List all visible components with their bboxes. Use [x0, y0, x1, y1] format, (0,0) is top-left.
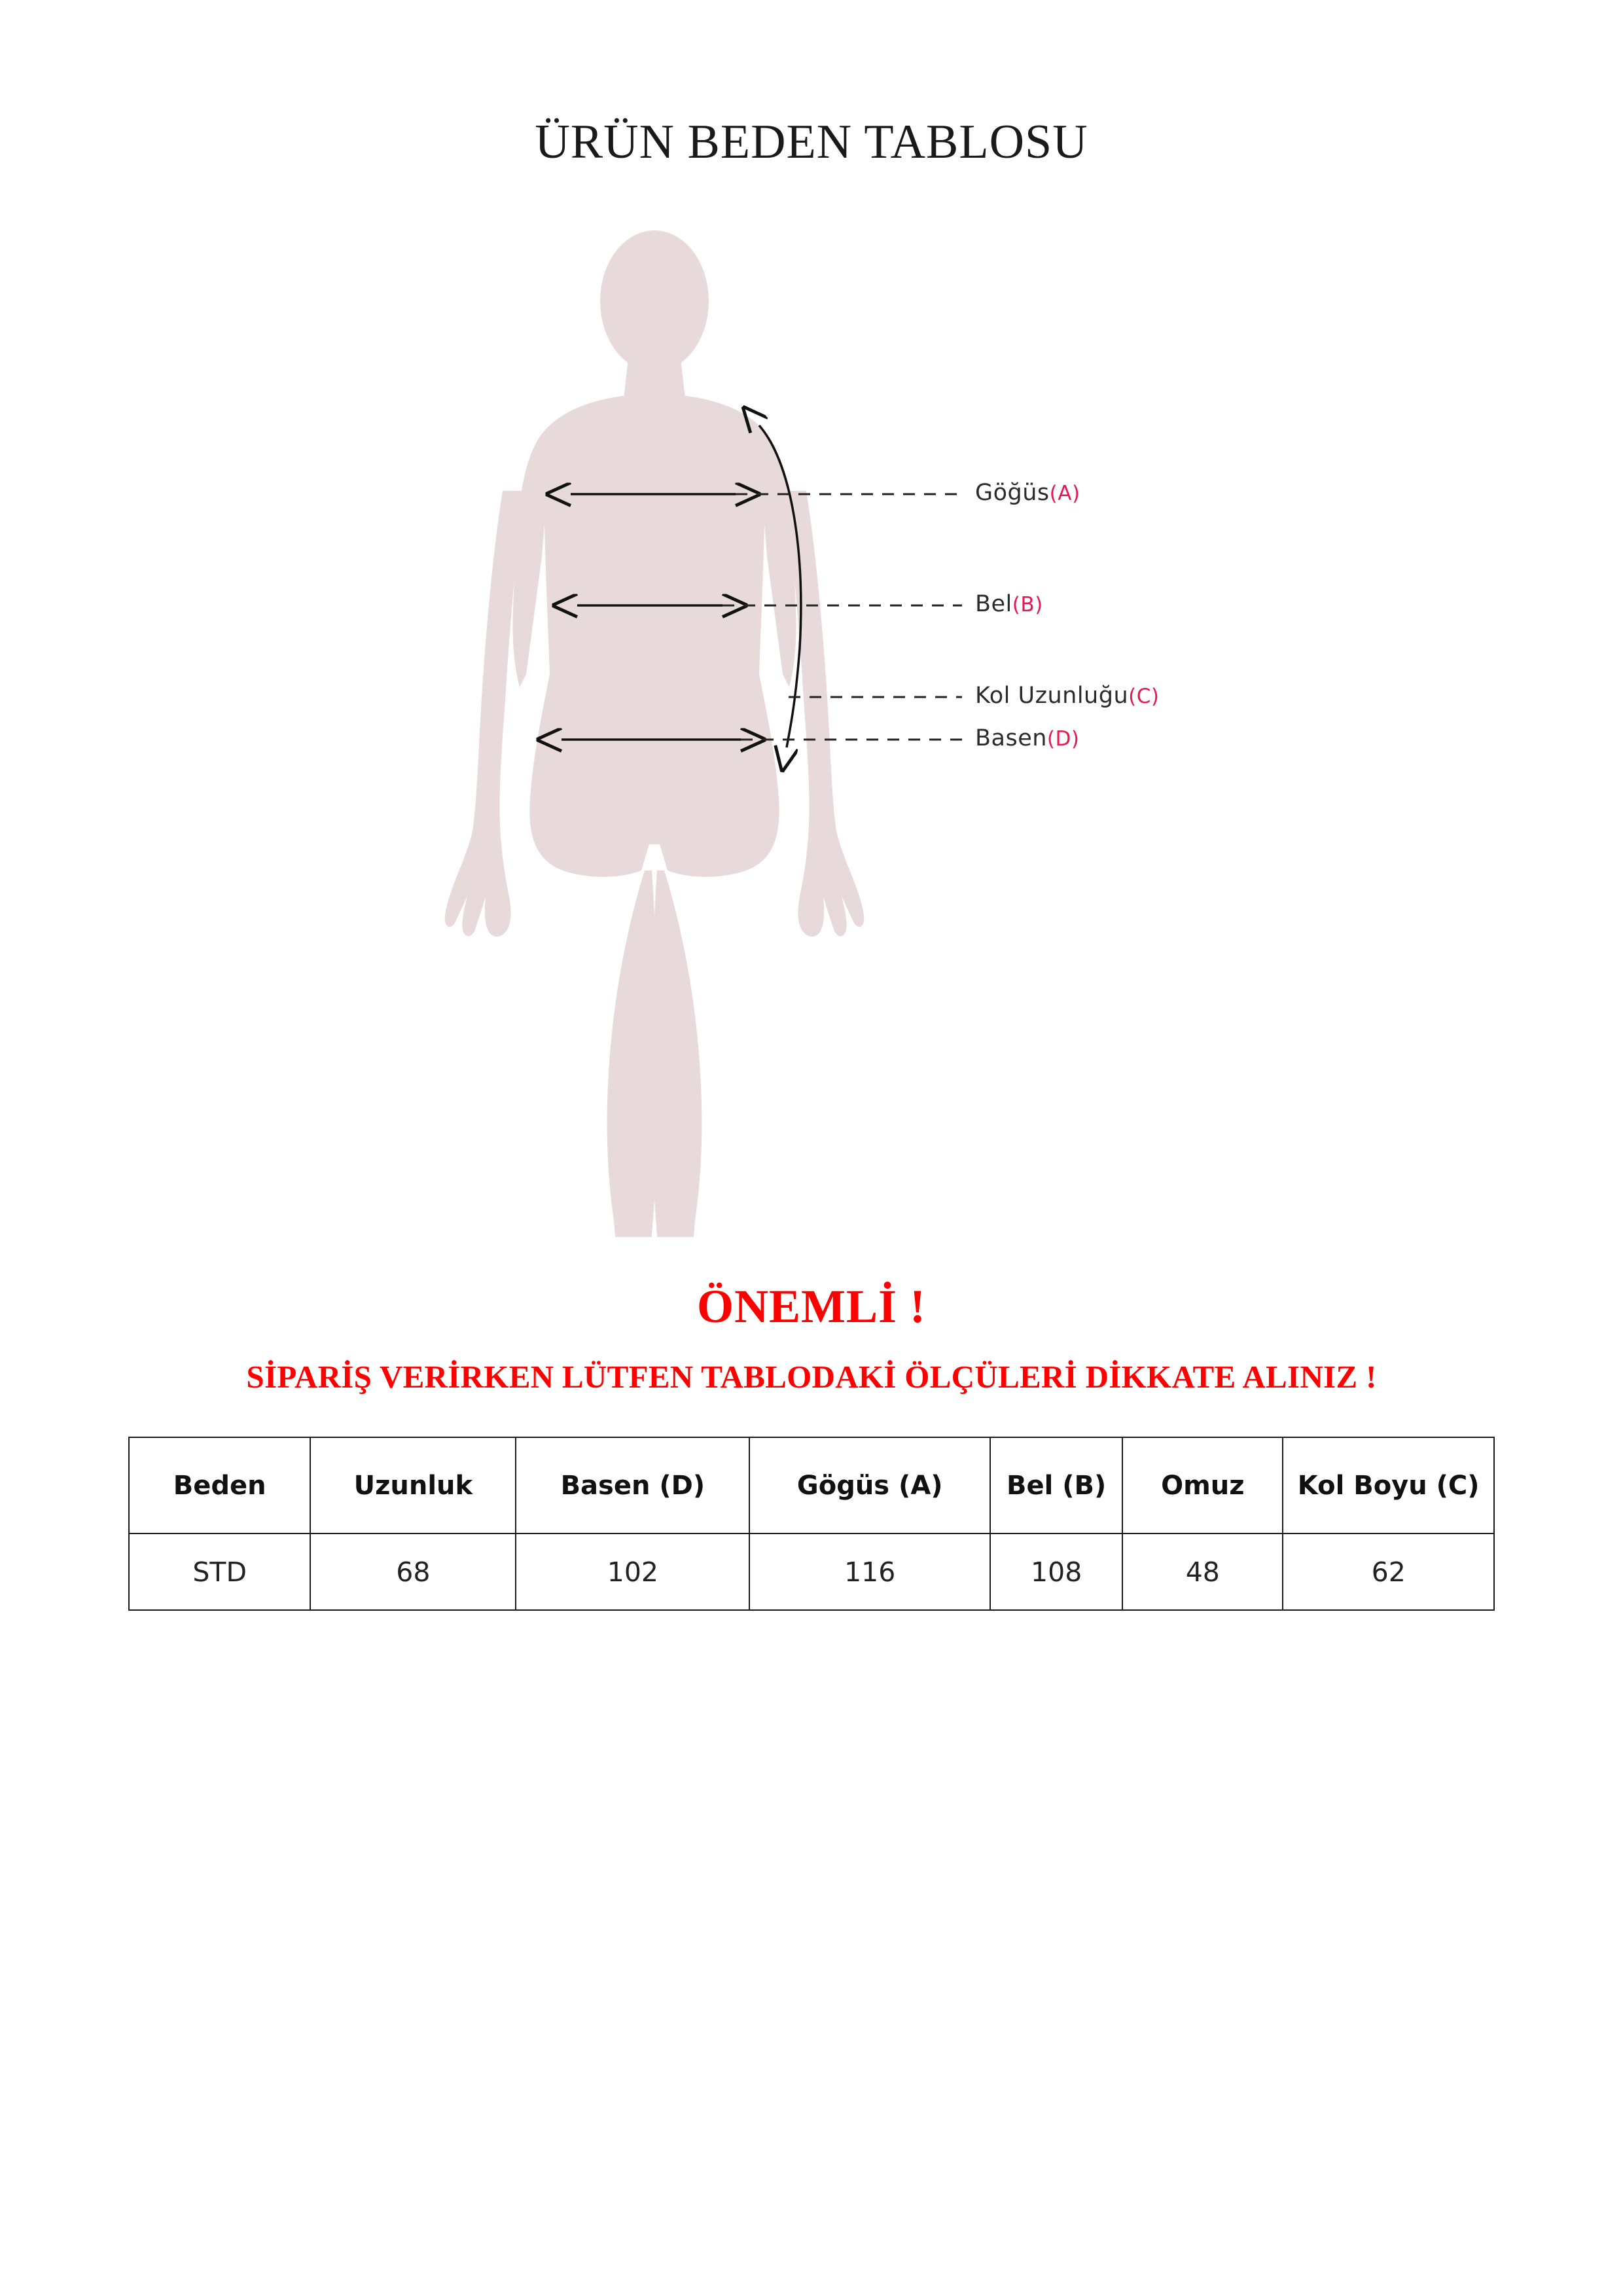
cell-gogus: 116: [749, 1534, 990, 1610]
measurement-figure: [0, 216, 1623, 1237]
cell-beden: STD: [129, 1534, 310, 1610]
label-gogus-text: Göğüs: [975, 480, 1050, 506]
page-title: ÜRÜN BEDEN TABLOSU: [535, 115, 1088, 169]
label-gogus: [975, 480, 1080, 506]
size-table: [128, 1437, 1495, 1611]
cell-basen: 102: [516, 1534, 749, 1610]
table-header-gogus: Gögüs (A): [749, 1437, 990, 1534]
table-header-basen: Basen (D): [516, 1437, 749, 1534]
label-kol-uzunlugu-text: Kol Uzunluğu: [975, 683, 1129, 709]
label-bel-code: (B): [1012, 593, 1043, 617]
table-header-row: [129, 1437, 1494, 1534]
label-basen: [975, 725, 1079, 751]
cell-bel: 108: [990, 1534, 1122, 1610]
table-header-bel: Bel (B): [990, 1437, 1122, 1534]
table-header-uzunluk: Uzunluk: [310, 1437, 516, 1534]
cell-uzunluk: 68: [310, 1534, 516, 1610]
label-bel: [975, 591, 1043, 617]
important-heading: ÖNEMLİ !: [697, 1280, 926, 1333]
label-kol-uzunlugu-code: (C): [1128, 685, 1160, 708]
label-basen-code: (D): [1046, 727, 1080, 751]
cell-kol-boyu: 62: [1283, 1534, 1494, 1610]
table-header-kol-boyu: Kol Boyu (C): [1283, 1437, 1494, 1534]
body-silhouette-icon: [0, 216, 1623, 1237]
label-kol-uzunlugu: [975, 683, 1159, 709]
table-row: [129, 1534, 1494, 1610]
label-bel-text: Bel: [975, 591, 1012, 617]
cell-omuz: 48: [1122, 1534, 1283, 1610]
table-header-omuz: Omuz: [1122, 1437, 1283, 1534]
label-basen-text: Basen: [975, 725, 1047, 751]
table-header-beden: Beden: [129, 1437, 310, 1534]
label-gogus-code: (A): [1049, 482, 1080, 505]
order-notice: SİPARİŞ VERİRKEN LÜTFEN TABLODAKİ ÖLÇÜLERİ DİKKATE ALINIZ !: [246, 1359, 1377, 1395]
